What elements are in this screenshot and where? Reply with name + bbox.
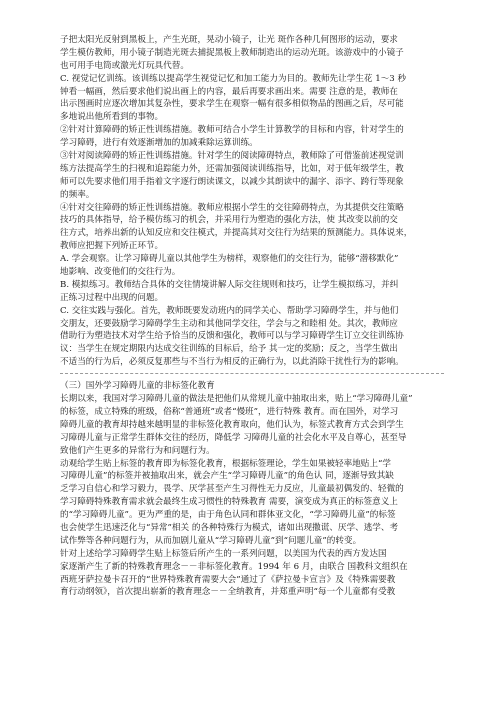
text-line: 多地说出他所看到的事物。 [60, 112, 164, 123]
text-line: 教师应把握下列矫正环节。 [60, 241, 164, 252]
text-line: 地影响、改变他们的交往行为。 [60, 267, 181, 278]
text-line: 子把太阳光反射到黑板上，产生光斑，晃动小镜子，让光 斑作各种几何图形的运动，要求 [60, 35, 398, 45]
text-line: C. 交往实践与强化。首先，教师既要发动班内的同学关心、帮助学习障碍学生，并与他们 [60, 305, 399, 316]
text-line: 技巧的具体指导，给予模仿练习的机会，并采用行为塑造的强化方法，使 其改变以前的交 [60, 215, 398, 226]
section-divider [60, 373, 444, 374]
text-line: 也会使学生迅速泛化与“异常”相关 的各种特殊行为模式，诸如出现撒谎、厌学、逃学、考 [60, 522, 399, 533]
text-line: A. 学会观察。让学习障碍儿童以其他学生为榜样，观察他们的交往行为，能够“潜移默化” [60, 254, 399, 265]
text-line: 借助行为塑造技术对学生给予恰当的反馈和强化，教师可以与学习障碍学生订立交往训练协 [60, 331, 404, 342]
text-line: 往方式，培养出新的认知反应和交往模式，并提高其对交往行为结果的预测能力。具体说来， [60, 228, 413, 239]
paragraph-block-non-labeling [60, 393, 444, 599]
text-line: 练方法提高学生的扫视和追踪能力外，还需加强阅读训练指导，比如，对于低年级学生，教 [60, 163, 404, 174]
text-line: ④针对交往障碍的矫正性训练措施。教师应根据小学生的交往障碍特点，为其提供交往策略 [60, 202, 404, 213]
text-line: ②针对计算障碍的矫正性训练措施。教师可结合小学生计算教学的目标和内容，针对学生的 [60, 125, 404, 136]
text-line: 育行动纲领》，首次提出崭新的教育理念－－全纳教育，并郑重声明“每一个儿童都有受教 [60, 587, 396, 598]
text-line: 学习障碍特殊教育需求就会最终生成习惯性的特殊教育 需要，演变成为真正的标签意义上 [60, 497, 398, 508]
text-line: 的标签，成立特殊的班级，俗称“普通班”或者“慢班”，进行特殊 教育。而在国外，对学习 [60, 406, 399, 417]
text-line: 动观给学生贴上标签的教育即为标签化教育，根据标签理论，学生如果被轻率地贴上“学 [60, 458, 391, 469]
text-line: 钟看一幅画，然后要求他们说出画上的内容，最后再要求画出来。需要 注意的是，教师在 [60, 86, 398, 97]
text-line: 也可用手电筒或激光灯玩具代替。 [60, 60, 189, 71]
text-line: 致他们产生更多的异常行为和问题行为。 [60, 445, 215, 456]
text-line: 长期以来，我国对学习障碍儿童的做法是把他们从常规儿童中抽取出来，贴上“学习障碍儿童” [60, 394, 413, 405]
text-line: 针对上述给学习障碍学生贴上标签后所产生的一系列问题，以美国为代表的西方发达国 [60, 548, 387, 559]
text-line: 师可以先要求他们用手指着文字逐行朗读课文，以减少其朗读中的漏字、添字、跨行等现象 [60, 176, 404, 187]
text-line: 学习障碍，进行有效逐渐增加的加减乘除运算训练。 [60, 138, 258, 149]
paragraph-block-strategies [60, 34, 444, 369]
text-line: 障碍儿童的教育却持越来越明显的非标签化教育取向，他们认为，标签式教育方式会到学生 [60, 419, 404, 430]
text-line: 的“学习障碍儿童”。更为严重的是，由于角色认同和群体亚文化，“学习障碍儿童”的标签 [60, 510, 396, 521]
text-line: 家逐渐产生了新的特殊教育理念－－非标签化教育。1994 年 6 月，由联合 国教科文组织在 [60, 561, 408, 572]
text-line: 的频率。 [60, 189, 95, 200]
text-line: 乏学习自信心和学习毅力，畏学、厌学甚至产生习得性无力反应，儿童最初偶发的、轻微的 [60, 484, 404, 495]
text-line: 试作弊等各种问题行为，从而加剧儿童从“学习障碍儿童”到“问题儿童”的转变。 [60, 535, 362, 546]
text-line: 议：当学生在规定期限内达成交往训练的目标后，给予 其一定的奖励；反之，当学生做出 [60, 344, 398, 355]
text-line: 交朋友，还要鼓励学习障碍学生主动和其他同学交往，学会与之和睦相 处。其次，教师应 [60, 318, 398, 329]
text-line: 正练习过程中出现的问题。 [60, 292, 164, 303]
text-line: 学生模仿教师，用小镜子制造光斑去捕捉黑板上教师制造出的运动光斑。该游戏中的小镜子 [60, 47, 404, 58]
text-line: B. 模拟练习。教师结合具体的交往情境讲解人际交往规则和技巧，让学生模拟练习，并纠 [60, 279, 399, 290]
text-line: 出示图画时应逐次增加其复杂性，要求学生在观察一幅有很多相似物品的图画之后，尽可能 [60, 99, 404, 110]
text-line: 西班牙萨拉曼卡召开的“世界特殊教育需要大会”通过了《萨拉曼卡宣言》及《特殊需要教 [60, 574, 396, 585]
section-title: （三）国外学习障碍儿童的非标签化教育 [60, 381, 215, 392]
text-line: 习障碍儿童与正常学生群体交往的经历，降低学 习障碍儿童的社会化水平及自尊心，甚至导 [60, 432, 407, 443]
text-line: 习障碍儿童”的标签并被抽取出来，就会产生“学习障碍儿童”的角色认 同，逐渐导致其缺 [60, 471, 394, 482]
text-line: 不适当的行为后，必须反复那些与不当行为相反的正确行为，以此消除干扰性行为的影响。 [60, 357, 404, 368]
text-line: C. 视觉记忆训练。该训练以提高学生视觉记忆和加工能力为目的。教师先让学生花 1～3 秒 [60, 73, 407, 84]
document-page [60, 34, 444, 599]
text-line: ③针对阅读障碍的矫正性训练措施。针对学生的阅读障碍特点，教师除了可借鉴前述视觉训 [60, 151, 404, 162]
